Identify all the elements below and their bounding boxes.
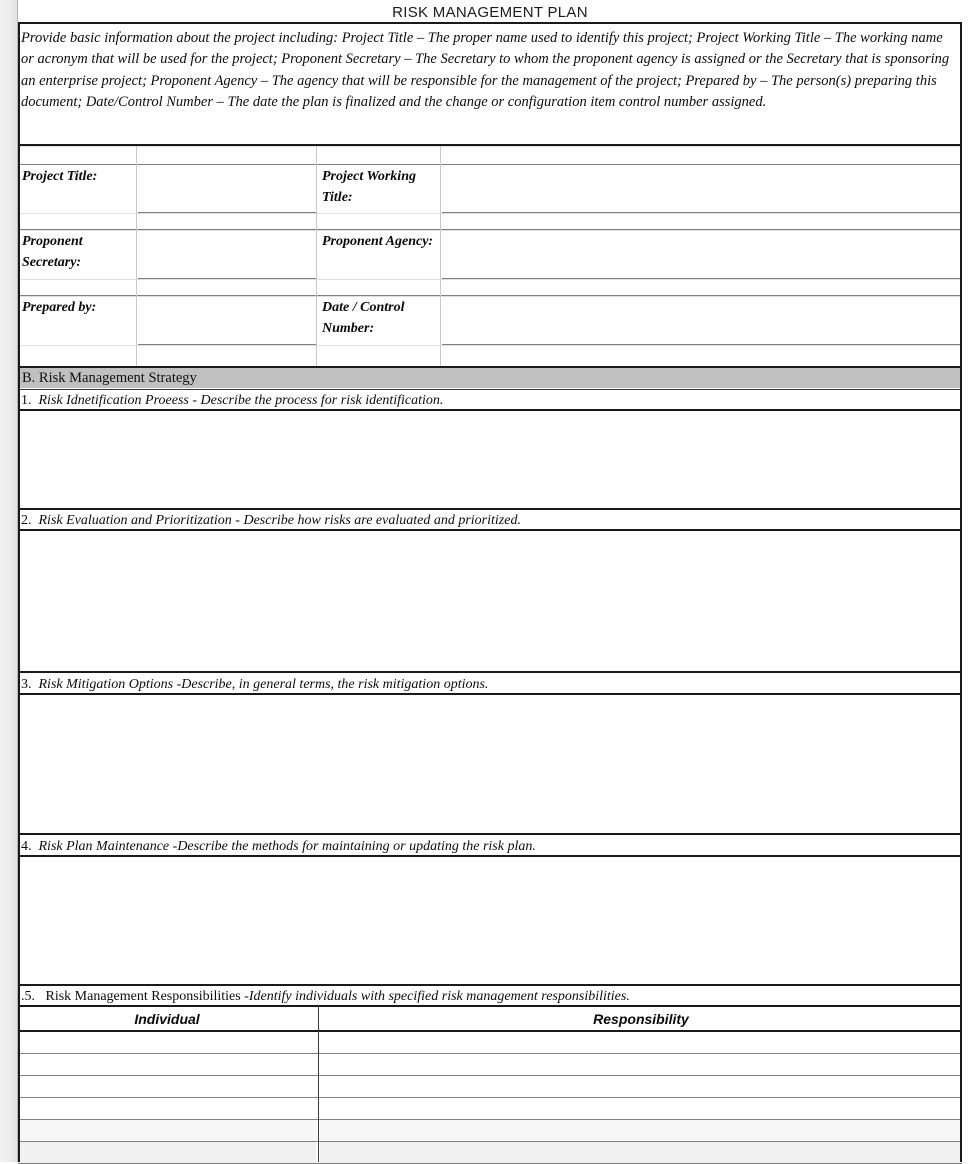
subsection-4-number: 4. <box>21 839 32 854</box>
value-prepared-by[interactable] <box>138 297 316 345</box>
intro-paragraph: Provide basic information about the project including: Project Title – The proper name used to identify this project; Project Working Title – The working name or acronym that will be used for the project; Proponent Secretary – The Secretary to whom the proponent agency is assigned or the Secretary that is sponsoring an enterprise project; Proponent Agency – The agency that will be responsible for the management of the project; Prepared by – The person(s) preparing this document; Date/Control Number – The date the plan is finalized and the change or configuration item control number assigned. <box>21 30 950 110</box>
responsibilities-individual-cell[interactable] <box>18 1120 316 1141</box>
label-date-control-number: Date / Control Number: <box>322 300 405 336</box>
underline-prepared-by <box>138 344 316 345</box>
frame-right-border <box>960 22 962 1162</box>
subsection-1-number: 1. <box>21 393 32 408</box>
label-proponent-agency: Proponent Agency: <box>322 234 434 249</box>
label-proponent-secretary: Proponent Secretary: <box>22 234 83 270</box>
responsibilities-individual-cell[interactable] <box>18 1076 316 1097</box>
underline-proponent-agency <box>442 278 962 279</box>
underline-project-title <box>138 212 316 213</box>
value-date-control-number[interactable] <box>442 297 962 345</box>
subsection-4-description: Describe the methods for maintaining or updating the risk plan. <box>177 839 536 854</box>
responsibilities-responsibility-cell[interactable] <box>320 1120 962 1141</box>
subsection-5-number: .5. <box>21 989 35 1004</box>
label-project-title: Project Title: <box>22 169 98 184</box>
subsection-2-answer-bottom-rule <box>18 671 962 673</box>
row3-bottom-rule <box>18 164 962 165</box>
subsection-3-separator: - <box>173 677 182 692</box>
row-header-gutter <box>0 0 18 1162</box>
responsibilities-column-divider <box>318 1005 319 1162</box>
label-project-working-title: Project Working Title: <box>322 169 416 205</box>
frame-left-border <box>18 22 20 1162</box>
column-header-responsibility: Responsibility <box>593 1011 689 1027</box>
subsection-3-answer-bottom-rule <box>18 833 962 835</box>
responsibilities-individual-cell[interactable] <box>18 1098 316 1119</box>
responsibilities-individual-cell[interactable] <box>18 1054 316 1075</box>
subsection-5-heading <box>18 987 962 1006</box>
subsection-2-number: 2. <box>21 513 32 528</box>
subsection-1-separator: - <box>188 393 201 408</box>
subsection-5-title: Risk Management Responsibilities <box>45 989 241 1004</box>
responsibilities-responsibility-cell[interactable] <box>320 1032 962 1053</box>
subsection-3-number: 3. <box>21 677 32 692</box>
subsection-1-title: Risk Idnetification Proeess <box>38 393 189 408</box>
subsection-1-answer-area[interactable] <box>18 411 962 508</box>
responsibilities-responsibility-cell[interactable] <box>320 1054 962 1075</box>
underline-project-working-title <box>442 212 962 213</box>
label-prepared-by: Prepared by: <box>22 300 97 315</box>
underline-date-control-number <box>442 344 962 345</box>
subsection-3-answer-area[interactable] <box>18 695 962 833</box>
sheet-grid <box>18 0 968 1162</box>
subsection-2-answer-area[interactable] <box>18 531 962 671</box>
subsection-4-answer-bottom-rule <box>18 984 962 986</box>
subsection-5-description: Identify individuals with specified risk management responsibilities. <box>248 989 630 1004</box>
subsection-2-heading <box>18 511 962 530</box>
column-header-individual: Individual <box>134 1011 200 1027</box>
subsection-4-separator: - <box>169 839 178 854</box>
responsibilities-responsibility-cell[interactable] <box>320 1076 962 1097</box>
subsection-1-description: Describe the process for risk identification. <box>200 393 444 408</box>
value-proponent-agency[interactable] <box>442 231 962 279</box>
subsection-2-description: Describe how risks are evaluated and prioritized. <box>243 513 521 528</box>
row7-bottom-rule <box>18 295 962 296</box>
subsection-2-title: Risk Evaluation and Prioritization <box>38 513 232 528</box>
value-project-title[interactable] <box>138 166 316 214</box>
title-bottom-rule <box>18 22 962 24</box>
responsibilities-individual-cell[interactable] <box>18 1142 316 1163</box>
responsibilities-responsibility-cell[interactable] <box>320 1098 962 1119</box>
subsection-4-heading <box>18 837 962 856</box>
underline-proponent-secretary <box>138 278 316 279</box>
document-title: RISK MANAGEMENT PLAN <box>392 4 588 21</box>
projectinfo-gridline <box>18 146 962 147</box>
projectinfo-divider-3 <box>440 146 441 366</box>
projectinfo-divider-2 <box>316 146 317 366</box>
responsibilities-table-top-rule <box>18 1005 962 1007</box>
projectinfo-gridline <box>18 345 962 346</box>
value-proponent-secretary[interactable] <box>138 231 316 279</box>
subsection-1-answer-bottom-rule <box>18 508 962 510</box>
subsection-3-heading <box>18 675 962 694</box>
section-b-band-bottom-rule <box>18 389 962 390</box>
subsection-5-separator: - <box>240 989 249 1004</box>
projectinfo-gridline <box>18 279 962 280</box>
subsection-4-title: Risk Plan Maintenance <box>38 839 170 854</box>
projectinfo-divider-1 <box>136 146 137 366</box>
value-project-working-title[interactable] <box>442 166 962 214</box>
subsection-3-title: Risk Mitigation Options <box>38 677 174 692</box>
subsection-2-separator: - <box>231 513 244 528</box>
subsection-3-description: Describe, in general terms, the risk mitigation options. <box>181 677 489 692</box>
intro-bottom-rule <box>18 144 962 146</box>
responsibilities-individual-cell[interactable] <box>18 1032 316 1053</box>
subsection-1-heading <box>18 391 962 410</box>
row5-bottom-rule <box>18 229 962 230</box>
section-b-band: B. Risk Management Strategy <box>18 368 962 388</box>
responsibilities-responsibility-cell[interactable] <box>320 1142 962 1163</box>
subsection-4-answer-area[interactable] <box>18 857 962 984</box>
